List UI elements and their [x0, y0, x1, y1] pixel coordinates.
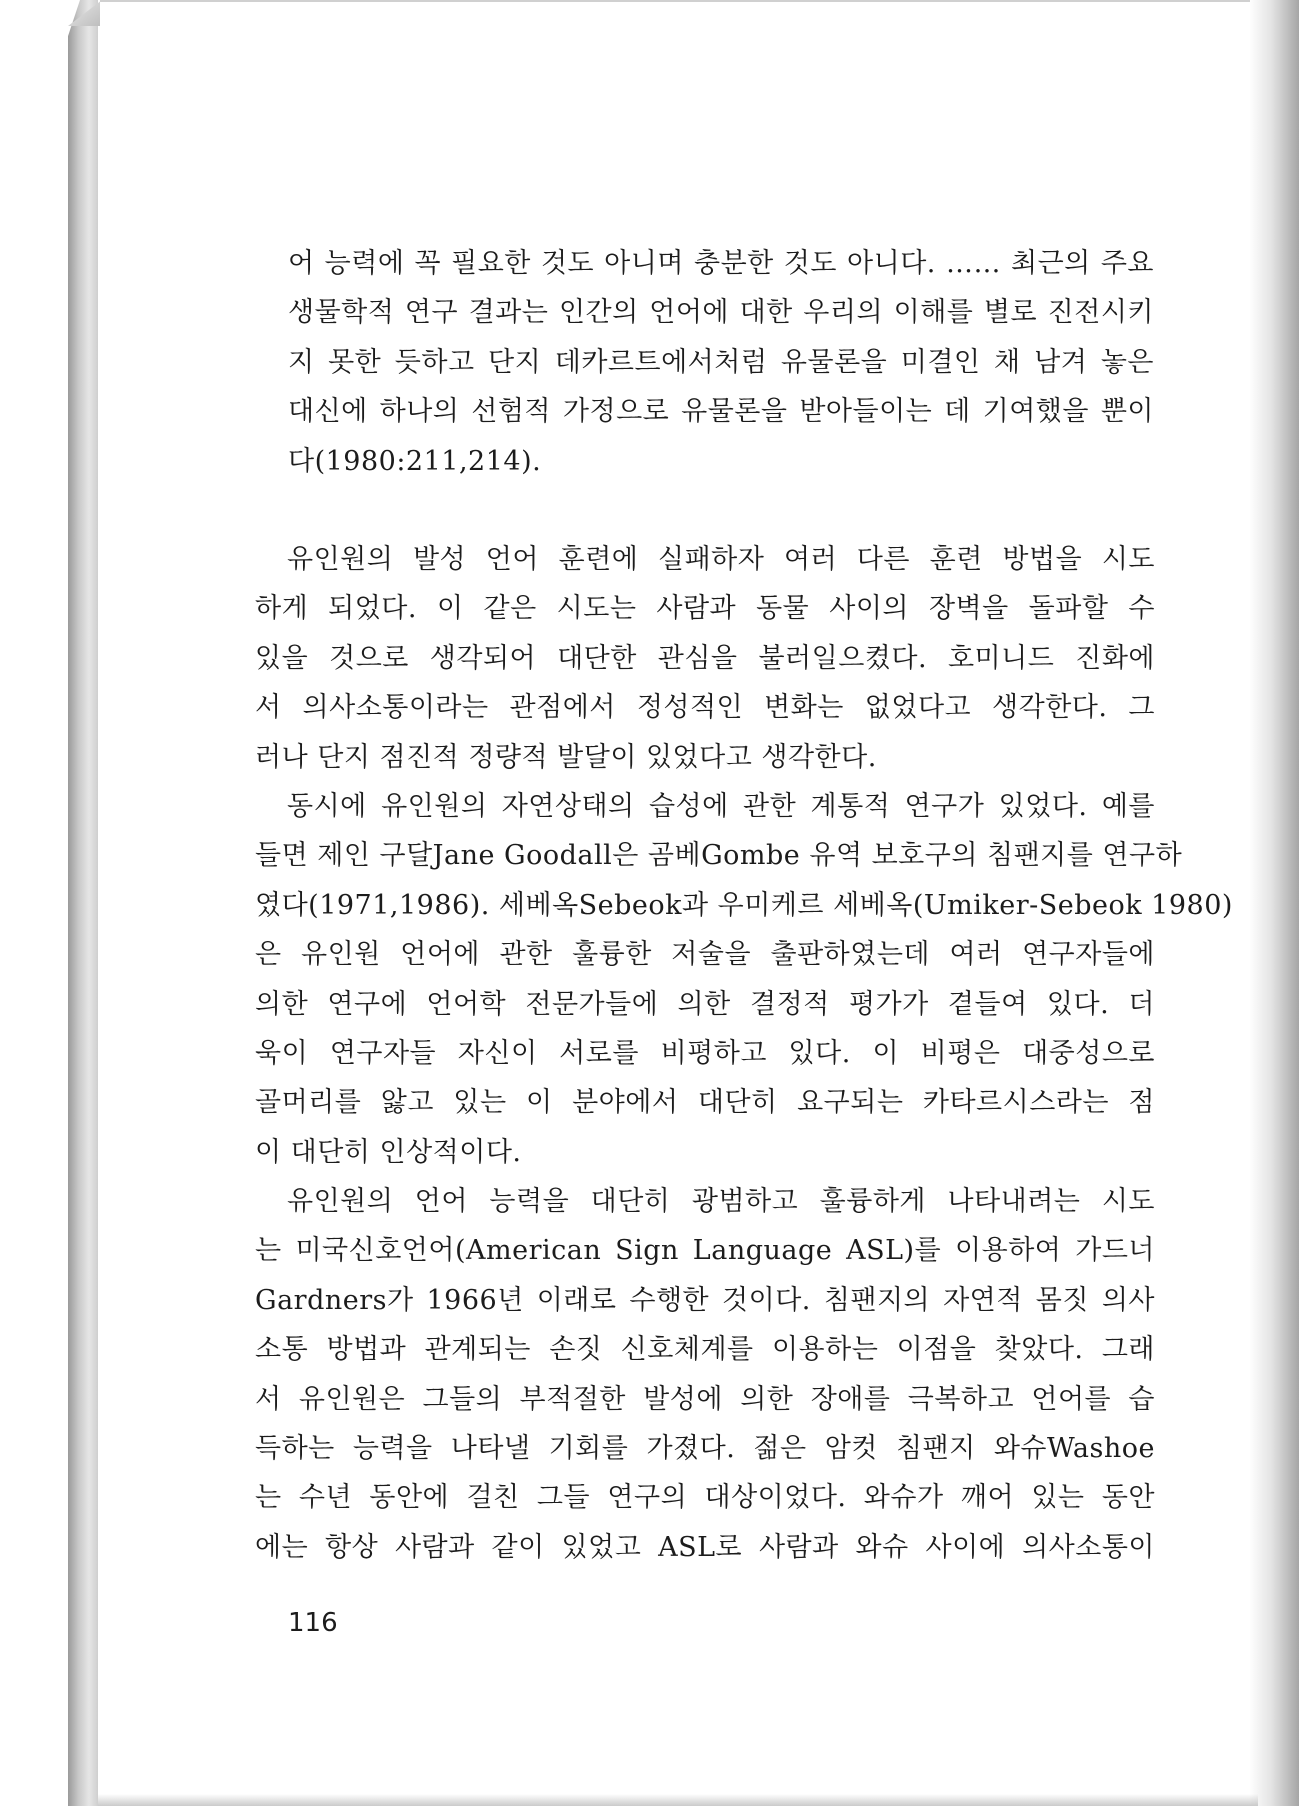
page-edge [68, 0, 98, 1806]
paragraph-line: 서 유인원은 그들의 부적절한 발성에 의한 장애를 극복하고 언어를 습 [255, 1383, 1155, 1415]
paragraph-line: 서 의사소통이라는 관점에서 정성적인 변화는 없었다고 생각한다. 그 [255, 692, 1155, 724]
paragraph-line: 욱이 연구자들 자신이 서로를 비평하고 있다. 이 비평은 대중성으로 [255, 1037, 1155, 1069]
quote-line: 다(1980:211,214). [288, 445, 542, 477]
paragraph-line: 하게 되었다. 이 같은 시도는 사람과 동물 사이의 장벽을 돌파할 수 [255, 593, 1155, 625]
paragraph-line: 였다(1971,1986). 세베옥Sebeok과 우미케르 세베옥(Umiker-Sebeok 1980) [255, 889, 1233, 921]
paragraph-line: 는 미국신호언어(American Sign Language ASL)를 이용하여 가드너 [255, 1235, 1155, 1267]
paragraph-line: 유인원의 발성 언어 훈련에 실패하자 여러 다른 훈련 방법을 시도 [287, 544, 1155, 575]
paragraph-line: 있을 것으로 생각되어 대단한 관심을 불러일으켰다. 호미니드 진화에 [255, 642, 1155, 674]
body-text [255, 535, 1233, 1572]
paragraph-line: 득하는 능력을 나타낼 기회를 가졌다. 젊은 암컷 침팬지 와슈Washoe [255, 1433, 1155, 1465]
paragraph-line: 소통 방법과 관계되는 손짓 신호체계를 이용하는 이점을 찾았다. 그래 [255, 1334, 1155, 1366]
quote-line: 어 능력에 꼭 필요한 것도 아니며 충분한 것도 아니다. …… 최근의 주요 [288, 248, 1154, 279]
paragraph-line: 유인원의 언어 능력을 대단히 광범하고 훌륭하게 나타내려는 시도 [287, 1186, 1155, 1218]
paragraph-line: 의한 연구에 언어학 전문가들에 의한 결정적 평가가 곁들여 있다. 더 [255, 988, 1155, 1020]
quote-line: 대신에 하나의 선험적 가정으로 유물론을 받아들이는 데 기여했을 뿐이 [288, 396, 1154, 428]
quote-line: 지 못한 듯하고 단지 데카르트에서처럼 유물론을 미결인 채 남겨 놓은 [288, 346, 1154, 378]
paragraph-line: 는 수년 동안에 걸친 그들 연구의 대상이었다. 와슈가 깨어 있는 동안 [255, 1482, 1155, 1514]
paragraph-line: 들면 제인 구달Jane Goodall은 곰베Gombe 유역 보호구의 침팬지를 연구하 [255, 840, 1183, 872]
paragraph-line: 러나 단지 점진적 정량적 발달이 있었다고 생각한다. [255, 741, 877, 773]
page-shadow [1249, 0, 1299, 1806]
page-number: 116 [288, 1608, 338, 1638]
paragraph-line: 에는 항상 사람과 같이 있었고 ASL로 사람과 와슈 사이에 의사소통이 [255, 1531, 1155, 1563]
block-quote [288, 239, 1154, 486]
paragraph-line: 이 대단히 인상적이다. [255, 1136, 522, 1168]
book-spine [0, 0, 100, 1806]
page-bottom-shadow [98, 1794, 1258, 1806]
paragraph-line: 은 유인원 언어에 관한 훌륭한 저술을 출판하였는데 여러 연구자들에 [255, 939, 1155, 971]
quote-line: 생물학적 연구 결과는 인간의 언어에 대한 우리의 이해를 별로 진전시키 [288, 297, 1154, 329]
paragraph-line: 골머리를 앓고 있는 이 분야에서 대단히 요구되는 카타르시스라는 점 [255, 1087, 1155, 1119]
paragraph-line: 동시에 유인원의 자연상태의 습성에 관한 계통적 연구가 있었다. 예를 [287, 790, 1155, 822]
paragraph-line: Gardners가 1966년 이래로 수행한 것이다. 침팬지의 자연적 몸짓 의사 [255, 1284, 1155, 1316]
